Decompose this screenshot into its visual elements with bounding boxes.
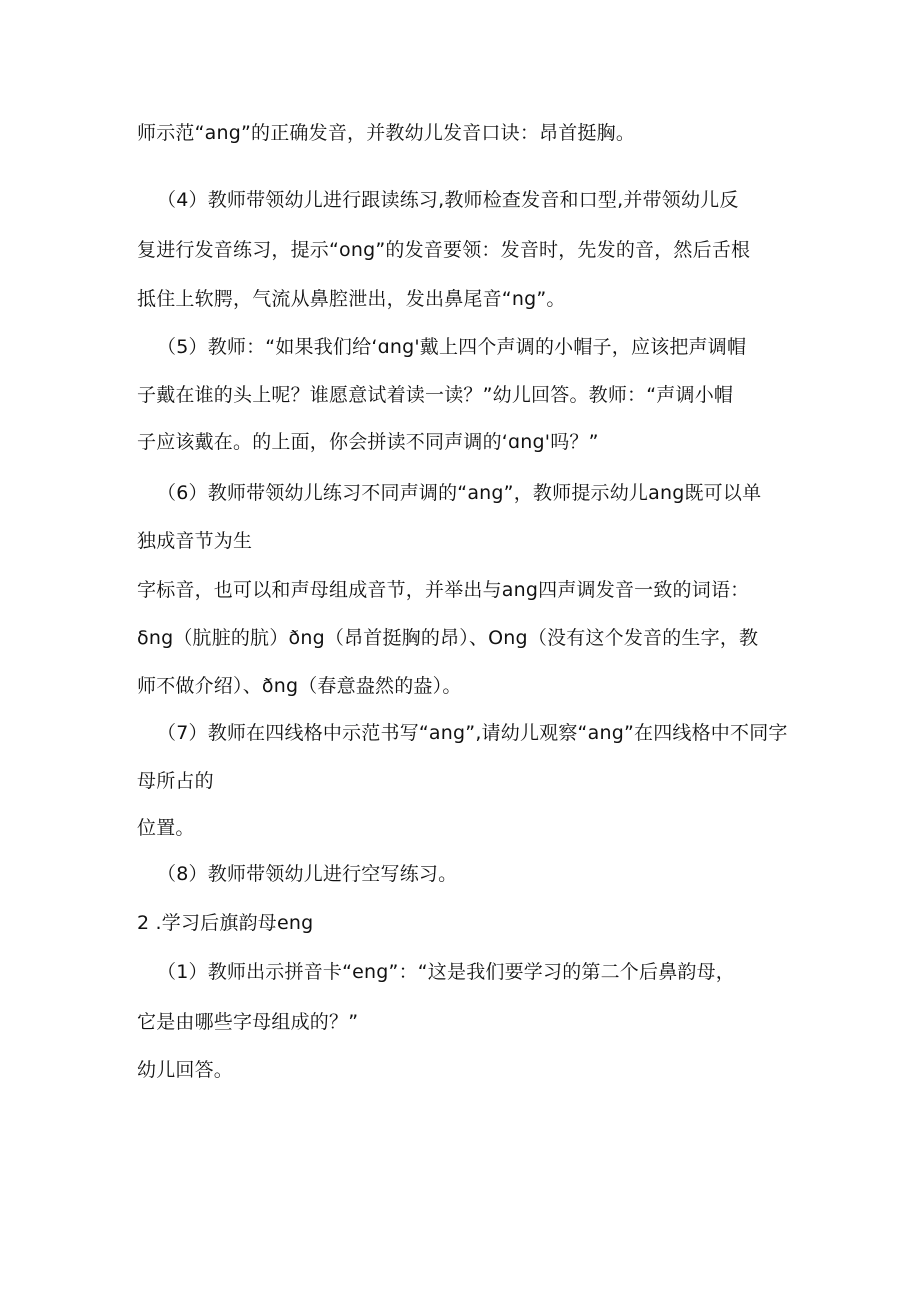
text-line: 它是由哪些字母组成的？” (137, 1011, 359, 1033)
text-line: （7）教师在四线格中示范书写“ang”,请幼儿观察“ang”在四线格中不同字 (157, 722, 788, 744)
text-line: 母所占的 (137, 770, 214, 792)
text-line: 子应该戴在。的上面，你会拼读不同声调的‘ɑng'吗？” (137, 431, 599, 453)
text-line: （4）教师带领幼儿进行跟读练习,教师检查发音和口型,并带领幼儿反 (157, 189, 739, 211)
section-heading: 2 .学习后旗韵母eng (137, 912, 314, 934)
text-line: （6）教师带领幼儿练习不同声调的“ang”，教师提示幼儿ang既可以单 (157, 482, 762, 504)
text-line: 字标音，也可以和声母组成音节，并举出与ang四声调发音一致的词语： (137, 579, 750, 601)
text-line: （5）教师：“如果我们给‘ɑng'戴上四个声调的小帽子，应该把声调帽 (157, 336, 747, 358)
text-line: 位置。 (137, 817, 195, 839)
text-line: 独成音节为生 (137, 530, 253, 552)
text-line: 幼儿回答。 (137, 1059, 234, 1081)
text-line: 复进行发音练习，提示“ong”的发音要领：发音时，先发的音，然后舌根 (137, 239, 751, 261)
text-line: （8）教师带领幼儿进行空写练习。 (157, 863, 458, 885)
text-line: δng（肮脏的肮）ðng（昂首挺胸的昂）、Ong（没有这个发音的生字，教 (137, 627, 759, 649)
text-line: 子戴在谁的头上呢？谁愿意试着读一读？”幼儿回答。教师：“声调小帽 (137, 384, 734, 406)
text-line: 师示范“ang”的正确发音，并教幼儿发音口诀：昂首挺胸。 (137, 122, 636, 144)
text-line: （1）教师出示拼音卡“eng”：“这是我们要学习的第二个后鼻韵母， (157, 961, 736, 983)
text-line: 师不做介绍）、ðng（春意盎然的盎）。 (137, 675, 462, 697)
text-line: 抵住上软腭，气流从鼻腔泄出，发出鼻尾音“ng”。 (137, 288, 566, 310)
